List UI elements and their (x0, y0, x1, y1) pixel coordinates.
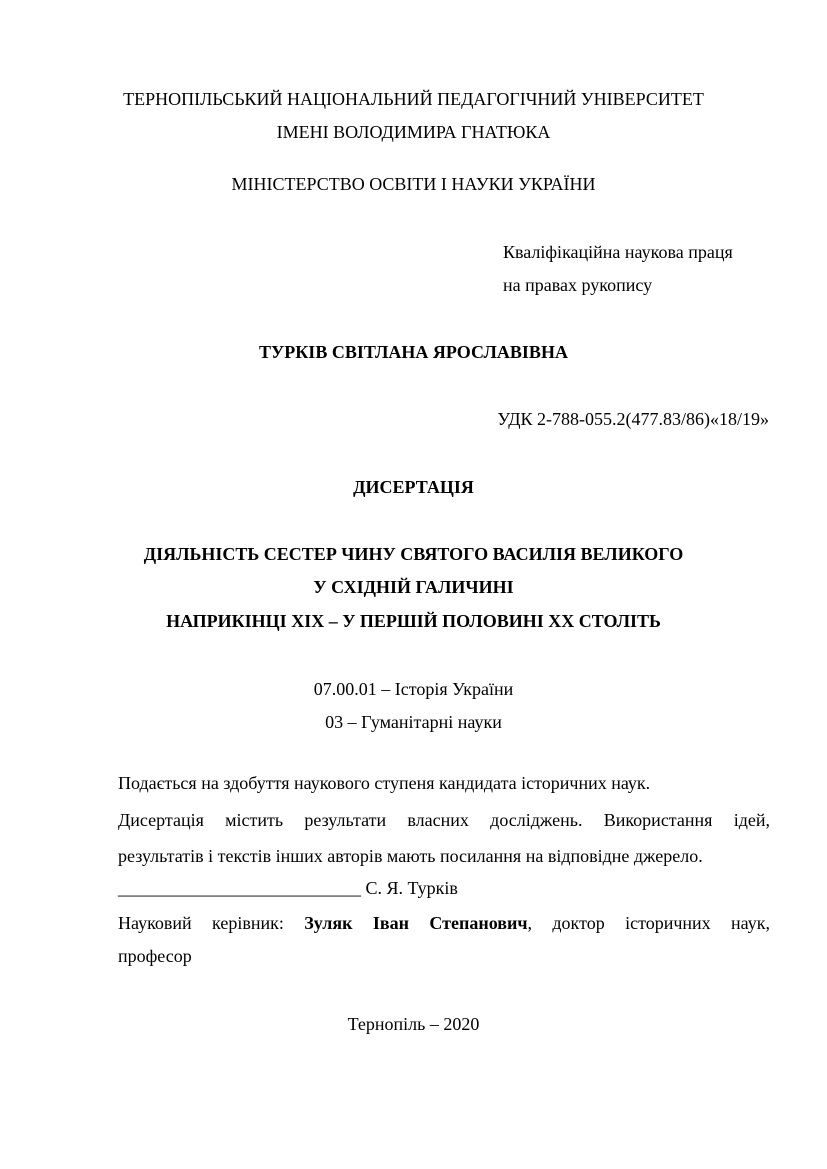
author-name: ТУРКІВ СВІТЛАНА ЯРОСЛАВІВНА (259, 342, 568, 362)
originality-statement-line2: результатів і текстів інших авторів мають посилання на відповідне джерело. (118, 846, 703, 866)
supervisor-label: Науковий керівник: (118, 913, 284, 933)
supervisor-title: професор (118, 946, 192, 966)
signature-name: С. Я. Турків (365, 878, 458, 898)
manuscript-status-line1: Кваліфікаційна наукова праця (503, 242, 733, 262)
signature-block (118, 877, 458, 899)
signature-line: ___________________________ (118, 878, 361, 898)
dissertation-title-line2: У СХІДНІЙ ГАЛИЧИНІ (313, 577, 514, 597)
manuscript-status-line2: на правах рукопису (503, 275, 653, 295)
supervisor-credentials: , доктор історичних наук, (527, 913, 770, 933)
university-name-line1: ТЕРНОПІЛЬСЬКИЙ НАЦІОНАЛЬНИЙ ПЕДАГОГІЧНИЙ УНІВЕРСИТЕТ (123, 89, 704, 109)
specialty-code: 07.00.01 – Історія України (313, 679, 514, 699)
dissertation-title-line3: НАПРИКІНЦІ ХІХ – У ПЕРШІЙ ПОЛОВИНІ ХХ СТОЛІТЬ (166, 611, 661, 631)
degree-statement: Подається на здобуття наукового ступеня кандидата історичних наук. (118, 773, 651, 793)
ministry-name: МІНІСТЕРСТВО ОСВІТИ І НАУКИ УКРАЇНИ (231, 174, 596, 194)
document-type: ДИСЕРТАЦІЯ (353, 477, 474, 497)
field-of-knowledge: 03 – Гуманітарні науки (325, 712, 502, 732)
university-name-line2: ІМЕНІ ВОЛОДИМИРА ГНАТЮКА (276, 122, 551, 142)
supervisor-line (118, 912, 770, 934)
udc-code: УДК 2-788-055.2(477.83/86)«18/19» (497, 409, 769, 429)
supervisor-name: Зуляк Іван Степанович (304, 913, 528, 933)
dissertation-title-line1: ДІЯЛЬНІСТЬ СЕСТЕР ЧИНУ СВЯТОГО ВАСИЛІЯ ВЕЛИКОГО (143, 544, 684, 564)
place-and-year: Тернопіль – 2020 (347, 1014, 480, 1034)
originality-statement-line1: Дисертація містить результати власних досліджень. Використання ідей, (118, 810, 770, 830)
